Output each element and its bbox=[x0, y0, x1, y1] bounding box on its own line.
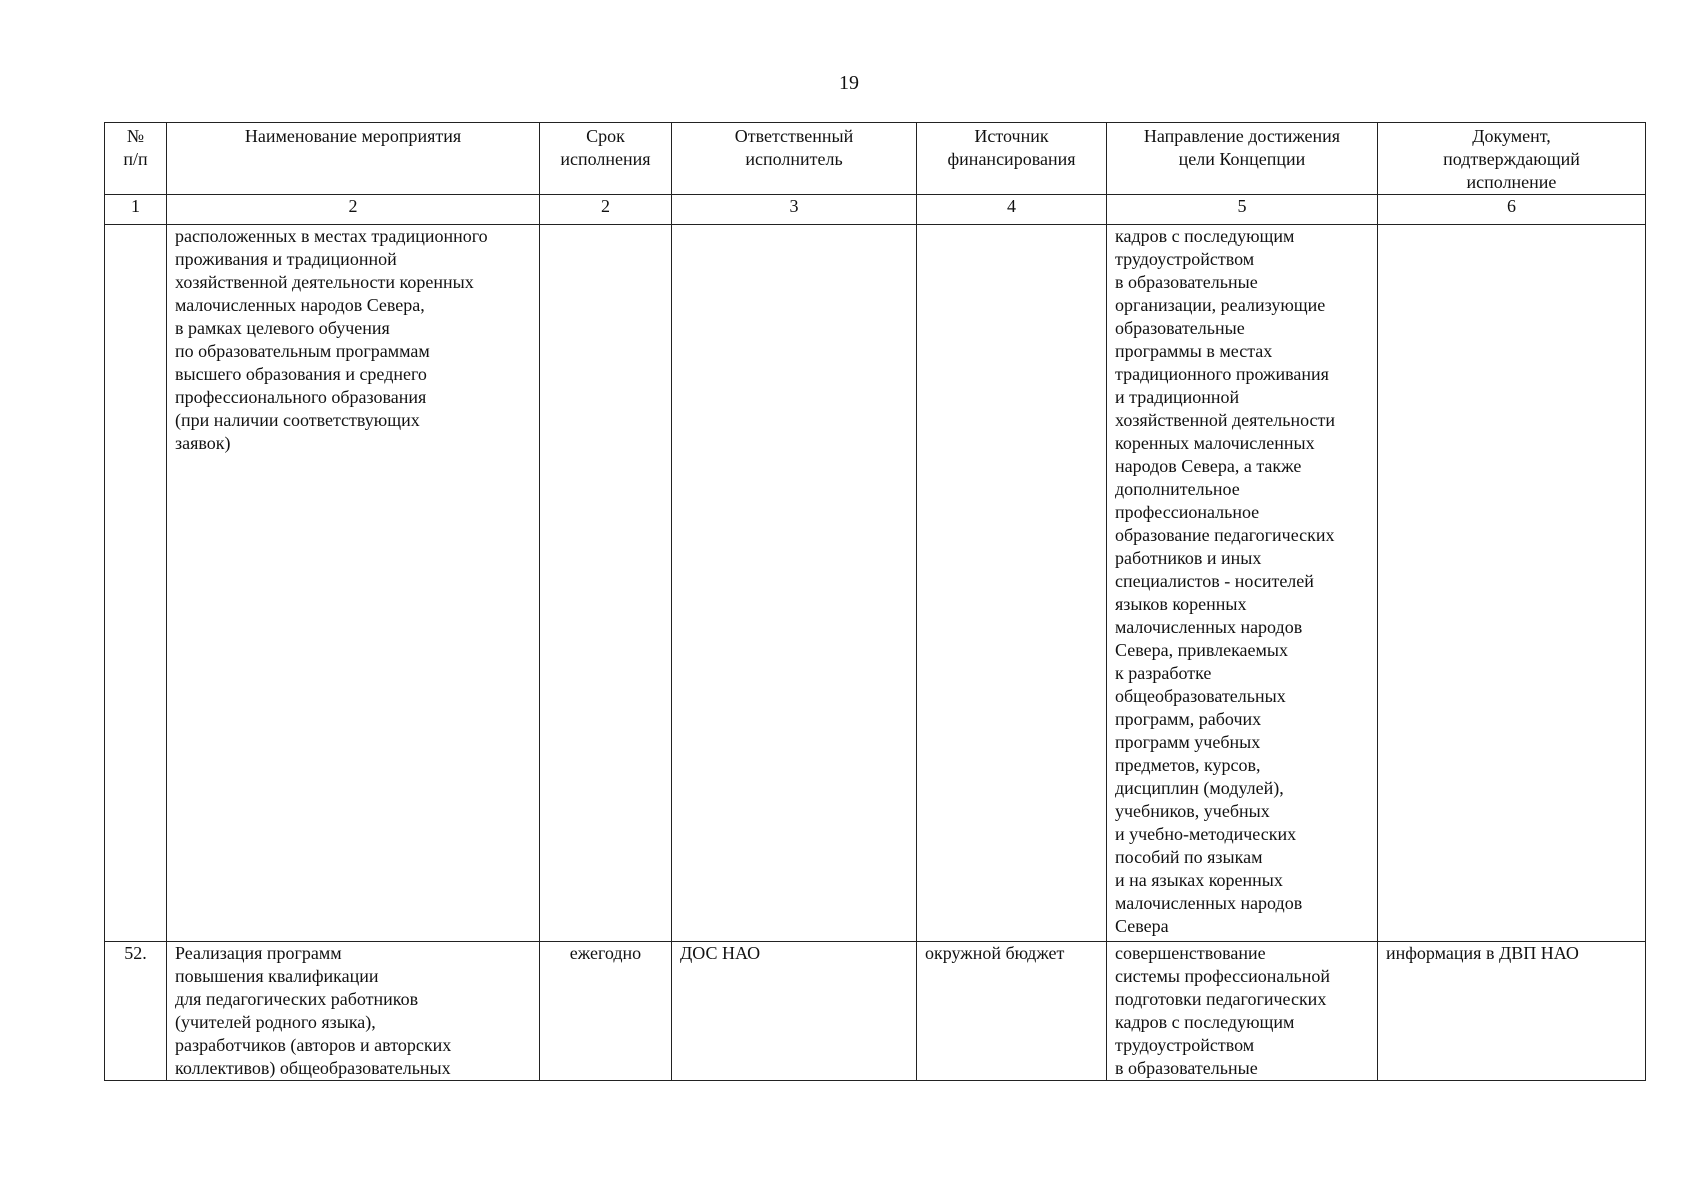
column-number: 2 bbox=[167, 195, 540, 225]
header-executor: Ответственный исполнитель bbox=[672, 123, 917, 195]
row-number bbox=[105, 225, 167, 942]
concept-direction: совершенствование системы профессиональной подготовки педагогических кадров с последующим трудоустройством в образовательные bbox=[1107, 942, 1378, 1081]
column-number: 3 bbox=[672, 195, 917, 225]
column-number-row bbox=[105, 195, 1646, 225]
term: ежегодно bbox=[540, 942, 672, 1081]
header-number: № п/п bbox=[105, 123, 167, 195]
column-number: 6 bbox=[1378, 195, 1646, 225]
column-number: 1 bbox=[105, 195, 167, 225]
executor: ДОС НАО bbox=[672, 942, 917, 1081]
table-row bbox=[105, 225, 1646, 942]
measure-name: Реализация программ повышения квалификации для педагогических работников (учителей родного языка), разработчиков (авторов и авторских коллективов) общеобразовательных bbox=[167, 942, 540, 1081]
financing-source: окружной бюджет bbox=[917, 942, 1107, 1081]
executor bbox=[672, 225, 917, 942]
header-row bbox=[105, 123, 1646, 195]
page-number: 19 bbox=[839, 72, 859, 94]
row-number: 52. bbox=[105, 942, 167, 1081]
confirming-document: информация в ДВП НАО bbox=[1378, 942, 1646, 1081]
header-term: Срок исполнения bbox=[540, 123, 672, 195]
term bbox=[540, 225, 672, 942]
column-number: 5 bbox=[1107, 195, 1378, 225]
table-row bbox=[105, 942, 1646, 1081]
financing-source bbox=[917, 225, 1107, 942]
header-measure-name: Наименование мероприятия bbox=[167, 123, 540, 195]
concept-direction: кадров с последующим трудоустройством в образовательные организации, реализующие образовательные программы в местах традиционного проживания и традиционной хозяйственной деятельности коренных малочисленных народов Севера, а также дополнительное профессиональное образование педагогических работников и иных специалистов - носителей языков коренных малочисленных народов Севера, привлекаемых к разработке общеобразовательных программ, рабочих программ учебных предметов, курсов, дисциплин (модулей), учебников, учебных и учебно-методических пособий по языкам и на языках коренных малочисленных народов Севера bbox=[1107, 225, 1378, 942]
header-document: Документ, подтверждающий исполнение bbox=[1378, 123, 1646, 195]
confirming-document bbox=[1378, 225, 1646, 942]
header-financing: Источник финансирования bbox=[917, 123, 1107, 195]
measure-name: расположенных в местах традиционного проживания и традиционной хозяйственной деятельности коренных малочисленных народов Севера, в рамках целевого обучения по образовательным программам высшего образования и среднего профессионального образования (при наличии соответствующих заявок) bbox=[167, 225, 540, 942]
column-number: 2 bbox=[540, 195, 672, 225]
header-direction: Направление достижения цели Концепции bbox=[1107, 123, 1378, 195]
measures-table bbox=[104, 122, 1646, 1081]
column-number: 4 bbox=[917, 195, 1107, 225]
